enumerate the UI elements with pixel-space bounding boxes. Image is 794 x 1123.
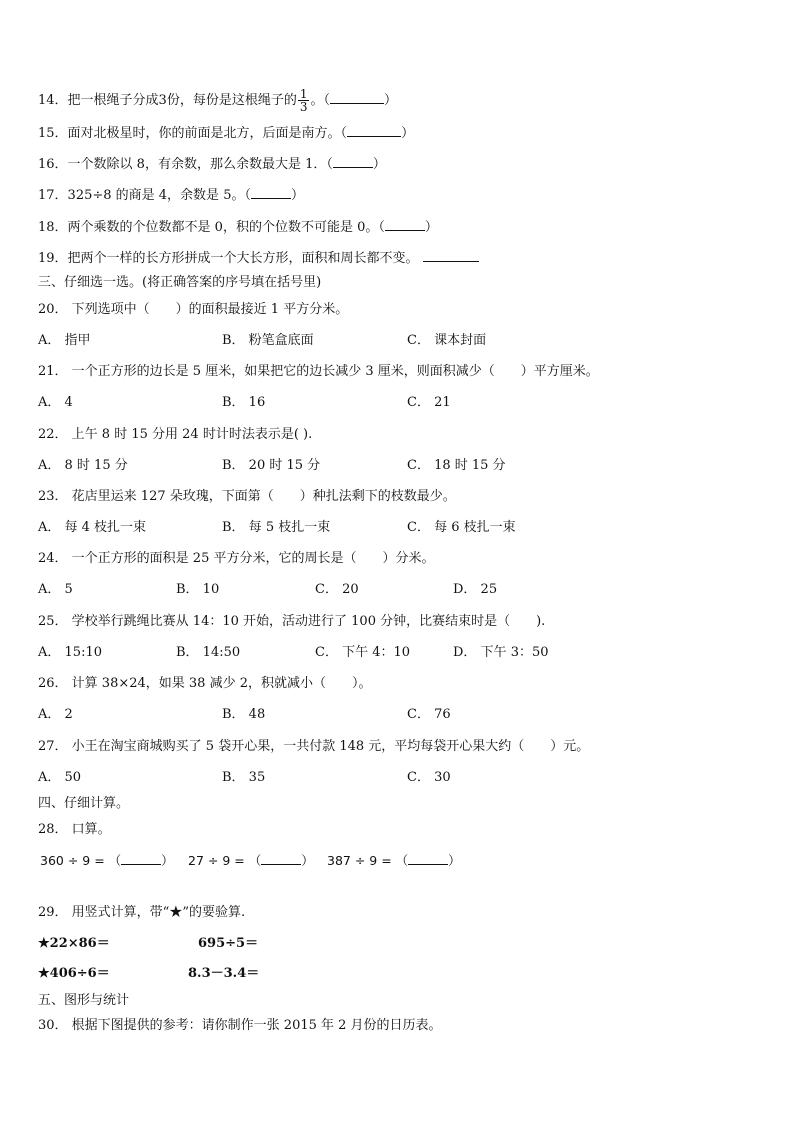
fraction-numerator: 1 [299,87,308,101]
question-26-options [38,707,758,723]
question-number: 15． [38,126,68,141]
option-a[interactable]: A． 15:10 [38,645,102,660]
question-28-expressions [38,852,758,868]
answer-blank[interactable] [251,186,291,199]
section-3-heading: 三、仔细选一选。(将正确答案的序号填在括号里) [38,275,322,290]
answer-blank[interactable] [330,91,384,104]
question-27-options [38,770,758,786]
question-20-options [38,333,758,349]
oral-calc-2 [188,852,314,869]
paren-close: ） [424,220,438,235]
answer-blank[interactable] [408,852,448,865]
question-number: 14． [38,93,68,108]
question-22-options [38,458,758,474]
option-c[interactable]: C． 下午 4：10 [315,645,411,660]
option-d[interactable]: D． 25 [453,582,498,597]
expression-text: 27 ÷ 9 = （ [188,853,262,868]
option-b[interactable]: B． 粉笔盒底面 [222,333,314,348]
section-4-heading: 四、仔细计算。 [38,796,130,811]
option-a[interactable]: A． 2 [38,707,73,722]
answer-blank[interactable] [385,218,425,231]
option-b[interactable]: B． 16 [222,395,266,410]
option-c[interactable]: C． 21 [407,395,451,410]
question-number: 16． [38,157,68,172]
paren-close: ） [401,126,415,141]
option-c[interactable]: C． 课本封面 [407,333,487,348]
question-text: 把一根绳子分成3份，每份是这根绳子的 [67,93,297,108]
question-28-title: 28． 口算。 [38,822,111,837]
section-5-heading: 五、图形与统计 [38,993,130,1008]
question-text: 325÷8 的商是 4，余数是 5。（ [67,188,251,203]
question-23-stem: 23． 花店里运来 127 朵玫瑰，下面第（ ）种扎法剩下的枝数最少。 [38,489,456,504]
question-text: 把两个一样的长方形拼成一个大长方形，面积和周长都不变。 [67,251,419,266]
expression-text: 387 ÷ 9 = （ [327,853,409,868]
vertical-calc-1: ★22×86＝ [38,936,110,951]
vertical-calc-4: 8.3－3.4＝ [188,966,260,981]
question-number: 18． [38,220,68,235]
option-a[interactable]: A． 50 [38,770,82,785]
option-d[interactable]: D． 下午 3：50 [453,645,549,660]
question-25-stem: 25． 学校举行跳绳比赛从 14：10 开始，活动进行了 100 分钟，比赛结束时是（ ). [38,614,546,629]
question-21-options [38,395,758,411]
question-24-stem: 24． 一个正方形的面积是 25 平方分米，它的周长是（ ）分米。 [38,551,435,566]
question-26-stem: 26． 计算 38×24，如果 38 减少 2，积就减小（ ）。 [38,676,372,691]
expression-text: 360 ÷ 9 = （ [40,853,122,868]
option-a[interactable]: A． 4 [38,395,73,410]
option-b[interactable]: B． 20 时 15 分 [222,458,321,473]
option-b[interactable]: B． 每 5 枝扎一束 [222,520,331,535]
answer-blank[interactable] [333,155,373,168]
fraction-one-third [298,88,310,113]
paren-close: ） [372,157,386,172]
question-30: 30． 根据下图提供的参考：请你制作一张 2015 年 2 月份的日历表。 [38,1018,442,1033]
question-number: 19． [38,251,68,266]
question-text: 一个数除以 8，有余数，那么余数最大是 1．（ [67,157,333,172]
question-24-options [38,582,758,598]
question-text: 两个乘数的个位数都不是 0，积的个位数不可能是 0。（ [67,220,385,235]
option-b[interactable]: B． 48 [222,707,266,722]
question-29-title: 29． 用竖式计算，带“★”的要验算. [38,905,246,920]
question-17 [38,186,304,204]
question-16 [38,155,386,173]
question-22-stem: 22． 上午 8 时 15 分用 24 时计时法表示是( ). [38,427,313,442]
option-c[interactable]: C． 76 [407,707,451,722]
question-text: 面对北极星时，你的前面是北方，后面是南方。（ [67,126,348,141]
question-29-row-1 [38,936,758,952]
option-b[interactable]: B． 14:50 [176,645,241,660]
answer-blank[interactable] [347,124,401,137]
question-27-stem: 27． 小王在淘宝商城购买了 5 袋开心果，一共付款 148 元，平均每袋开心果大约（ ）元。 [38,739,590,754]
vertical-calc-3: ★406÷6＝ [38,966,110,981]
vertical-calc-2: 695÷5＝ [198,936,259,951]
option-c[interactable]: C． 18 时 15 分 [407,458,506,473]
question-14 [38,88,397,113]
paren-close: ） [383,93,397,108]
question-text-tail: 。（ [310,93,330,108]
question-19 [38,249,479,267]
fraction-denominator: 3 [299,100,308,114]
option-b[interactable]: B． 35 [222,770,266,785]
question-18 [38,218,438,236]
question-23-options [38,520,758,536]
answer-blank[interactable] [423,249,479,262]
question-29-row-2 [38,966,758,982]
option-a[interactable]: A． 8 时 15 分 [38,458,128,473]
question-20-stem: 20． 下列选项中（ ）的面积最接近 1 平方分米。 [38,302,349,317]
question-21-stem: 21． 一个正方形的边长是 5 厘米，如果把它的边长减少 3 厘米，则面积减少（ ）平方厘米。 [38,364,599,379]
question-15 [38,124,414,142]
option-a[interactable]: A． 指甲 [38,333,91,348]
option-b[interactable]: B． 10 [176,582,220,597]
option-a[interactable]: A． 5 [38,582,73,597]
paren-close: ） [448,853,461,868]
paren-close: ） [161,853,174,868]
option-c[interactable]: C． 每 6 枝扎一束 [407,520,516,535]
option-c[interactable]: C． 30 [407,770,451,785]
answer-blank[interactable] [121,852,161,865]
option-a[interactable]: A． 每 4 枝扎一束 [38,520,147,535]
paren-close: ） [301,853,314,868]
question-number: 17． [38,188,68,203]
paren-close: ） [290,188,304,203]
oral-calc-3 [327,852,461,869]
option-c[interactable]: C． 20 [315,582,359,597]
answer-blank[interactable] [261,852,301,865]
oral-calc-1 [40,852,174,869]
question-25-options [38,645,758,661]
